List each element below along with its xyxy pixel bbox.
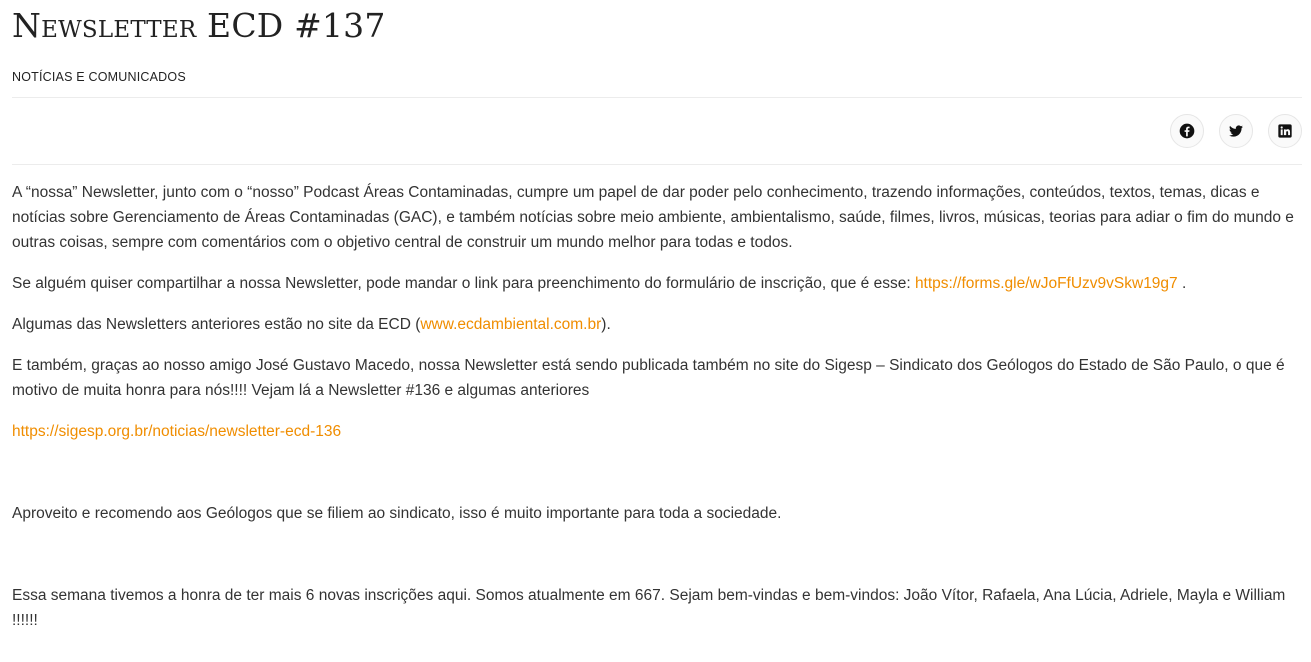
post-content <box>12 165 1302 633</box>
post-container <box>12 0 1302 649</box>
share-twitter-button[interactable] <box>1219 114 1253 148</box>
paragraph-previous-text: Algumas das Newsletters anteriores estão no site da ECD ( <box>12 316 421 333</box>
paragraph-share-text: Se alguém quiser compartilhar a nossa Newsletter, pode mandar o link para preenchimento do formulário de inscrição, que é esse: <box>12 275 915 292</box>
paragraph-share <box>12 271 1302 296</box>
twitter-icon <box>1228 123 1244 139</box>
share-linkedin-button[interactable] <box>1268 114 1302 148</box>
facebook-icon <box>1179 123 1195 139</box>
share-facebook-button[interactable] <box>1170 114 1204 148</box>
paragraph-subscribers: Essa semana tivemos a honra de ter mais 6 novas inscrições aqui. Somos atualmente em 667. Sejam bem-vindas e bem-vindos: João Vítor, Rafaela, Ana Lúcia, Adriele, Mayla e William !!!!!! <box>12 587 1286 629</box>
linkedin-icon <box>1277 123 1293 139</box>
paragraph-previous <box>12 312 1302 337</box>
share-bar <box>12 98 1302 164</box>
spacer <box>12 542 1302 583</box>
sigesp-newsletter-link[interactable]: https://sigesp.org.br/noticias/newsletter-ecd-136 <box>12 423 342 440</box>
ecd-site-link[interactable]: www.ecdambiental.com.br <box>420 316 602 333</box>
paragraph-sigesp: E também, graças ao nosso amigo José Gustavo Macedo, nossa Newsletter está sendo publicada também no site do Sigesp – Sindicato dos Geólogos do Estado de São Paulo, o que é motivo de muita honra para nós!!!! Vejam lá a Newsletter #136 e algumas anteriores <box>12 357 1285 399</box>
post-category: NOTÍCIAS E COMUNICADOS <box>12 70 186 84</box>
paragraph-intro: A “nossa” Newsletter, junto com o “nosso” Podcast Áreas Contaminadas, cumpre um papel de dar poder pelo conhecimento, trazendo informações, conteúdos, textos, temas, dicas e notícias sobre Gerenciamento de Áreas Contaminadas (GAC), e também notícias sobre meio ambiente, ambientalismo, saúde, filmes, livros, músicas, teorias para adiar o fim do mundo e outras coisas, sempre com comentários com o objetivo central de construir um mundo melhor para todas e todos. <box>12 184 1294 251</box>
paragraph-previous-end: ). <box>601 316 611 333</box>
paragraph-recommend: Aproveito e recomendo aos Geólogos que se filiem ao sindicato, isso é muito importante para toda a sociedade. <box>12 505 782 522</box>
page-title: Newsletter ECD #137 <box>12 6 386 45</box>
signup-form-link[interactable]: https://forms.gle/wJoFfUzv9vSkw19g7 <box>914 275 1178 292</box>
share-buttons <box>1170 114 1302 148</box>
paragraph-sigesp-link <box>12 419 1302 444</box>
paragraph-share-end: . <box>1177 275 1187 292</box>
spacer <box>12 460 1302 501</box>
